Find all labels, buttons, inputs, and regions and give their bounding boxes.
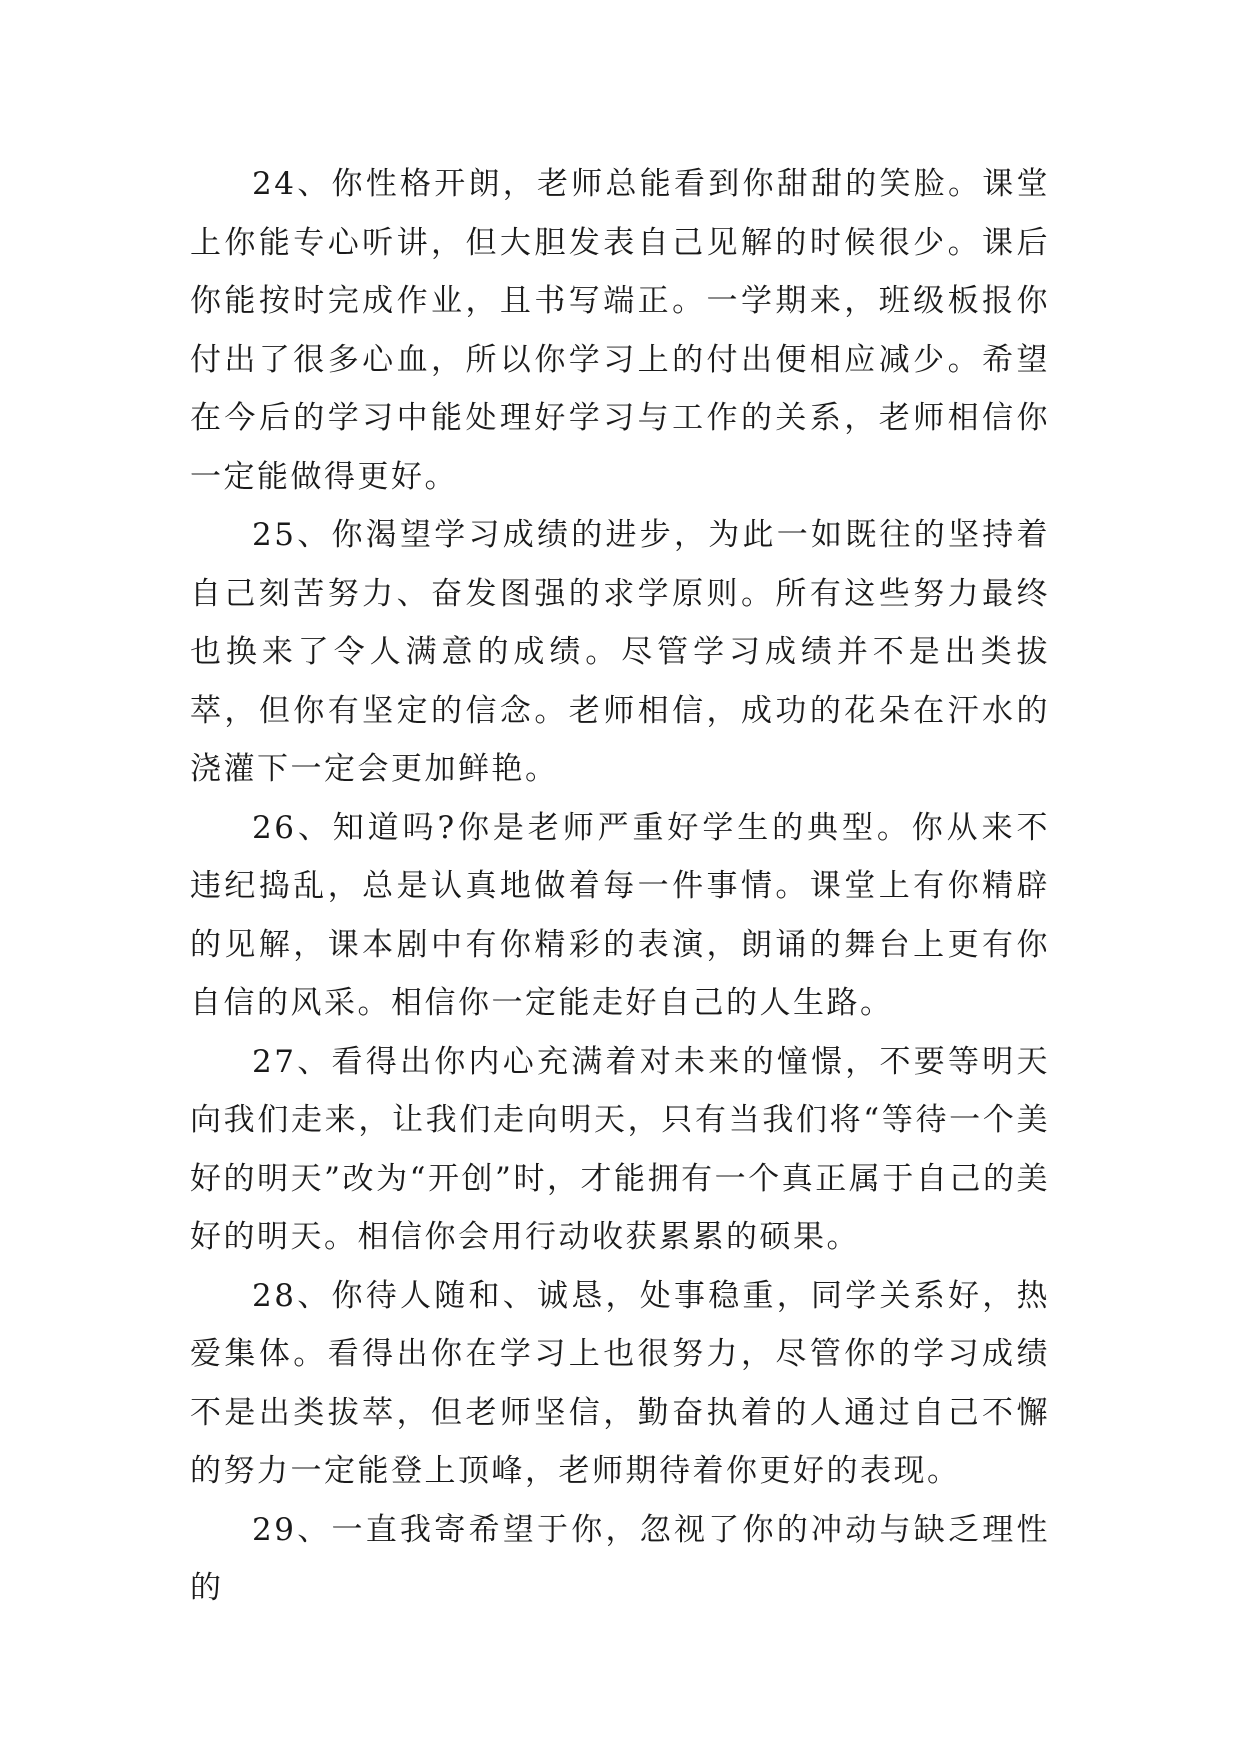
comment-paragraph-29: 29、一直我寄希望于你，忽视了你的冲动与缺乏理性的	[190, 1511, 1050, 1606]
comment-paragraph-27: 27、看得出你内心充满着对未来的憧憬，不要等明天向我们走来，让我们走向明天，只有当我们将“等待一个美好的明天”改为“开创”时，才能拥有一个真正属于自己的美好的明天。相信你会用行动收获累累的硕果。	[190, 1043, 1050, 1255]
comment-paragraph-28: 28、你待人随和、诚恳，处事稳重，同学关系好，热爱集体。看得出你在学习上也很努力，尽管你的学习成绩不是出类拔萃，但老师坚信，勤奋执着的人通过自己不懈的努力一定能登上顶峰，老师期待着你更好的表现。	[190, 1277, 1050, 1489]
document-body	[190, 155, 1050, 1618]
comment-paragraph-25: 25、你渴望学习成绩的进步，为此一如既往的坚持着自己刻苦努力、奋发图强的求学原则。所有这些努力最终也换来了令人满意的成绩。尽管学习成绩并不是出类拔萃，但你有坚定的信念。老师相信，成功的花朵在汗水的浇灌下一定会更加鲜艳。	[190, 517, 1050, 787]
comment-paragraph-26: 26、知道吗?你是老师严重好学生的典型。你从来不违纪捣乱，总是认真地做着每一件事情。课堂上有你精辟的见解，课本剧中有你精彩的表演，朗诵的舞台上更有你自信的风采。相信你一定能走好自己的人生路。	[190, 809, 1050, 1021]
comment-paragraph-24: 24、你性格开朗，老师总能看到你甜甜的笑脸。课堂上你能专心听讲，但大胆发表自己见解的时候很少。课后你能按时完成作业，且书写端正。一学期来，班级板报你付出了很多心血，所以你学习上的付出便相应减少。希望在今后的学习中能处理好学习与工作的关系，老师相信你一定能做得更好。	[190, 166, 1050, 495]
